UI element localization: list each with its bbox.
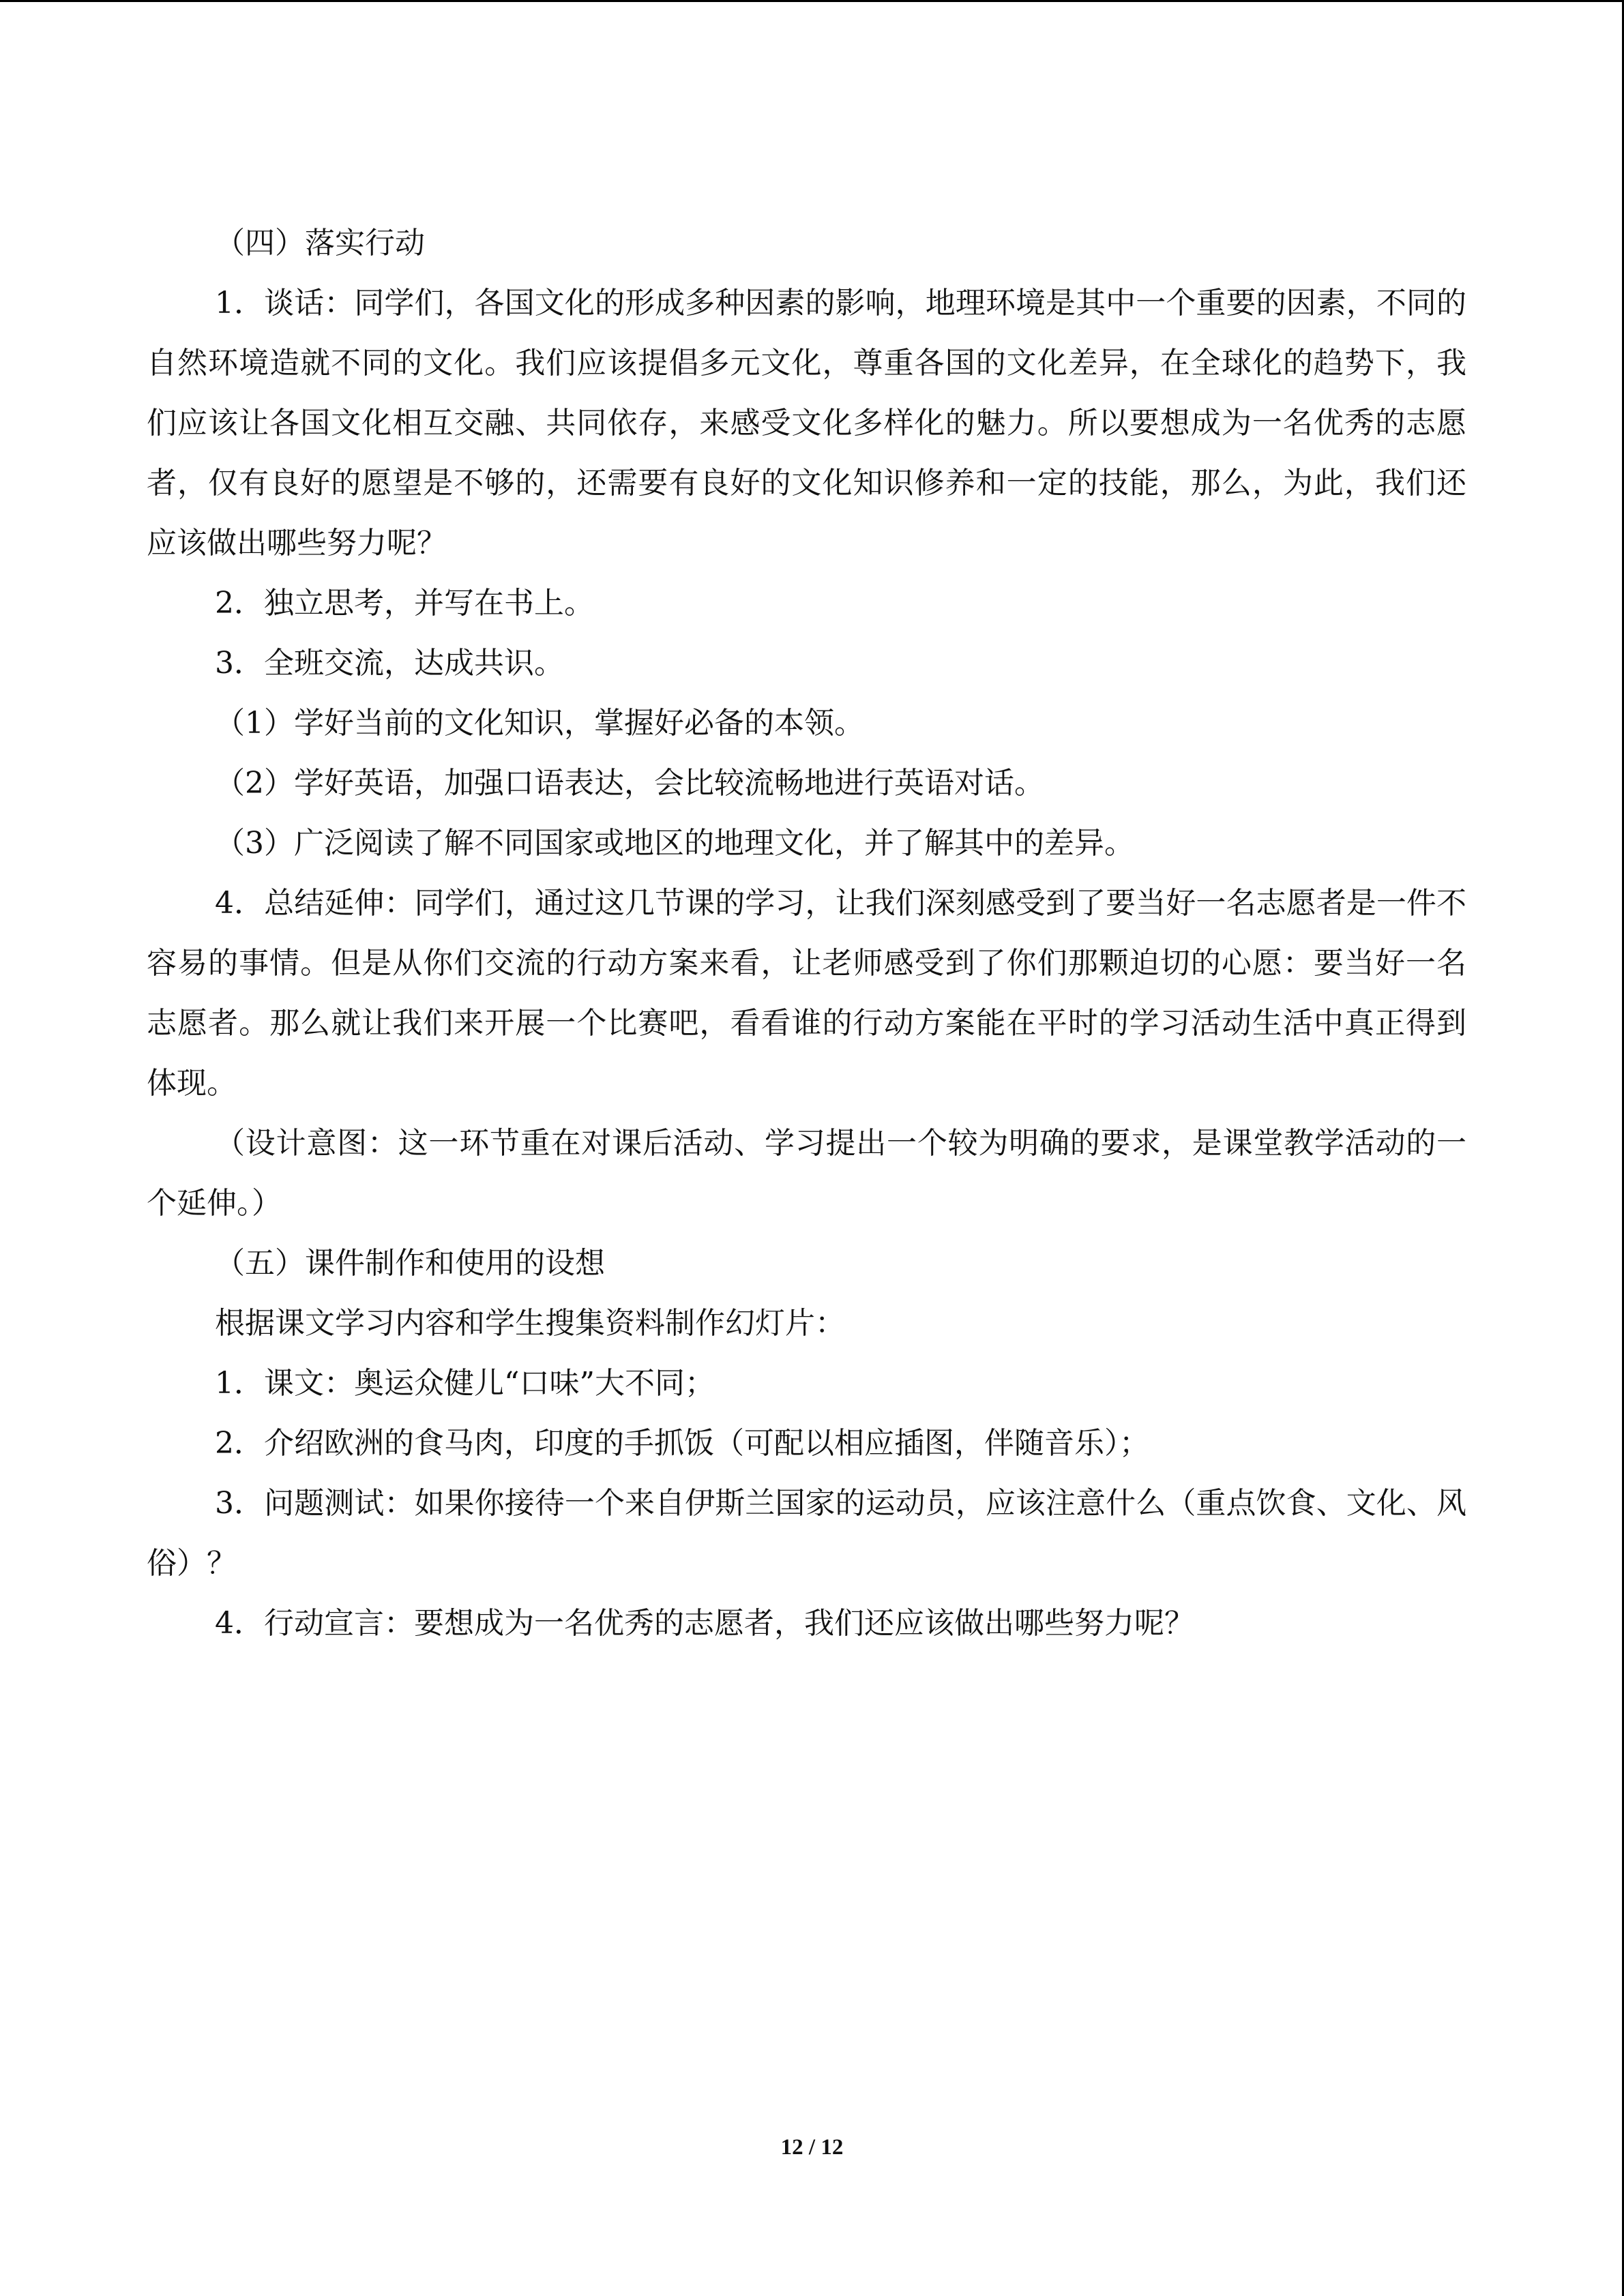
paragraph-exchange: 3．全班交流，达成共识。: [215, 646, 564, 681]
page-number: 12 / 12: [780, 2135, 844, 2160]
consensus-item-2: （2）学好英语，加强口语表达，会比较流畅地进行英语对话。: [215, 766, 1044, 801]
paragraph-summary: 4．总结延伸：同学们，通过这几节课的学习，让我们深刻感受到了要当好一名志愿者是一件不容易的事情。但是从你们交流的行动方案来看，让老师感受到了你们那颗迫切的心愿：要当好一名志愿者。那么就让我们来开展一个比赛吧，看看谁的行动方案能在平时的学习活动生活中真正得到体现。: [147, 886, 1466, 1101]
design-intent-note: （设计意图：这一环节重在对课后活动、学习提出一个较为明确的要求，是课堂教学活动的一个延伸。）: [147, 1126, 1466, 1221]
paragraph-think: 2．独立思考，并写在书上。: [215, 586, 594, 621]
courseware-item-4: 4．行动宣言：要想成为一名优秀的志愿者，我们还应该做出哪些努力呢？: [215, 1606, 1194, 1641]
courseware-intro: 根据课文学习内容和学生搜集资料制作幻灯片：: [215, 1306, 845, 1341]
consensus-item-1: （1）学好当前的文化知识，掌握好必备的本领。: [215, 706, 864, 741]
courseware-item-2: 2．介绍欧洲的食马肉，印度的手抓饭（可配以相应插图，伴随音乐）；: [215, 1426, 1149, 1461]
section-heading-5: （五）课件制作和使用的设想: [215, 1246, 605, 1281]
courseware-item-3: 3．问题测试：如果你接待一个来自伊斯兰国家的运动员，应该注意什么（重点饮食、文化、风俗）？: [147, 1486, 1466, 1581]
paragraph-talk: 1．谈话：同学们，各国文化的形成多种因素的影响，地理环境是其中一个重要的因素，不同的自然环境造就不同的文化。我们应该提倡多元文化，尊重各国的文化差异，在全球化的趋势下，我们应该让各国文化相互交融、共同依存，来感受文化多样化的魅力。所以要想成为一名优秀的志愿者，仅有良好的愿望是不够的，还需要有良好的文化知识修养和一定的技能，那么，为此，我们还应该做出哪些努力呢？: [147, 286, 1466, 561]
courseware-item-1: 1．课文：奥运众健儿“口味”大不同；: [215, 1366, 715, 1401]
consensus-item-3: （3）广泛阅读了解不同国家或地区的地理文化，并了解其中的差异。: [215, 826, 1134, 861]
section-heading-4: （四）落实行动: [215, 226, 425, 260]
document-body: [147, 213, 1466, 1654]
